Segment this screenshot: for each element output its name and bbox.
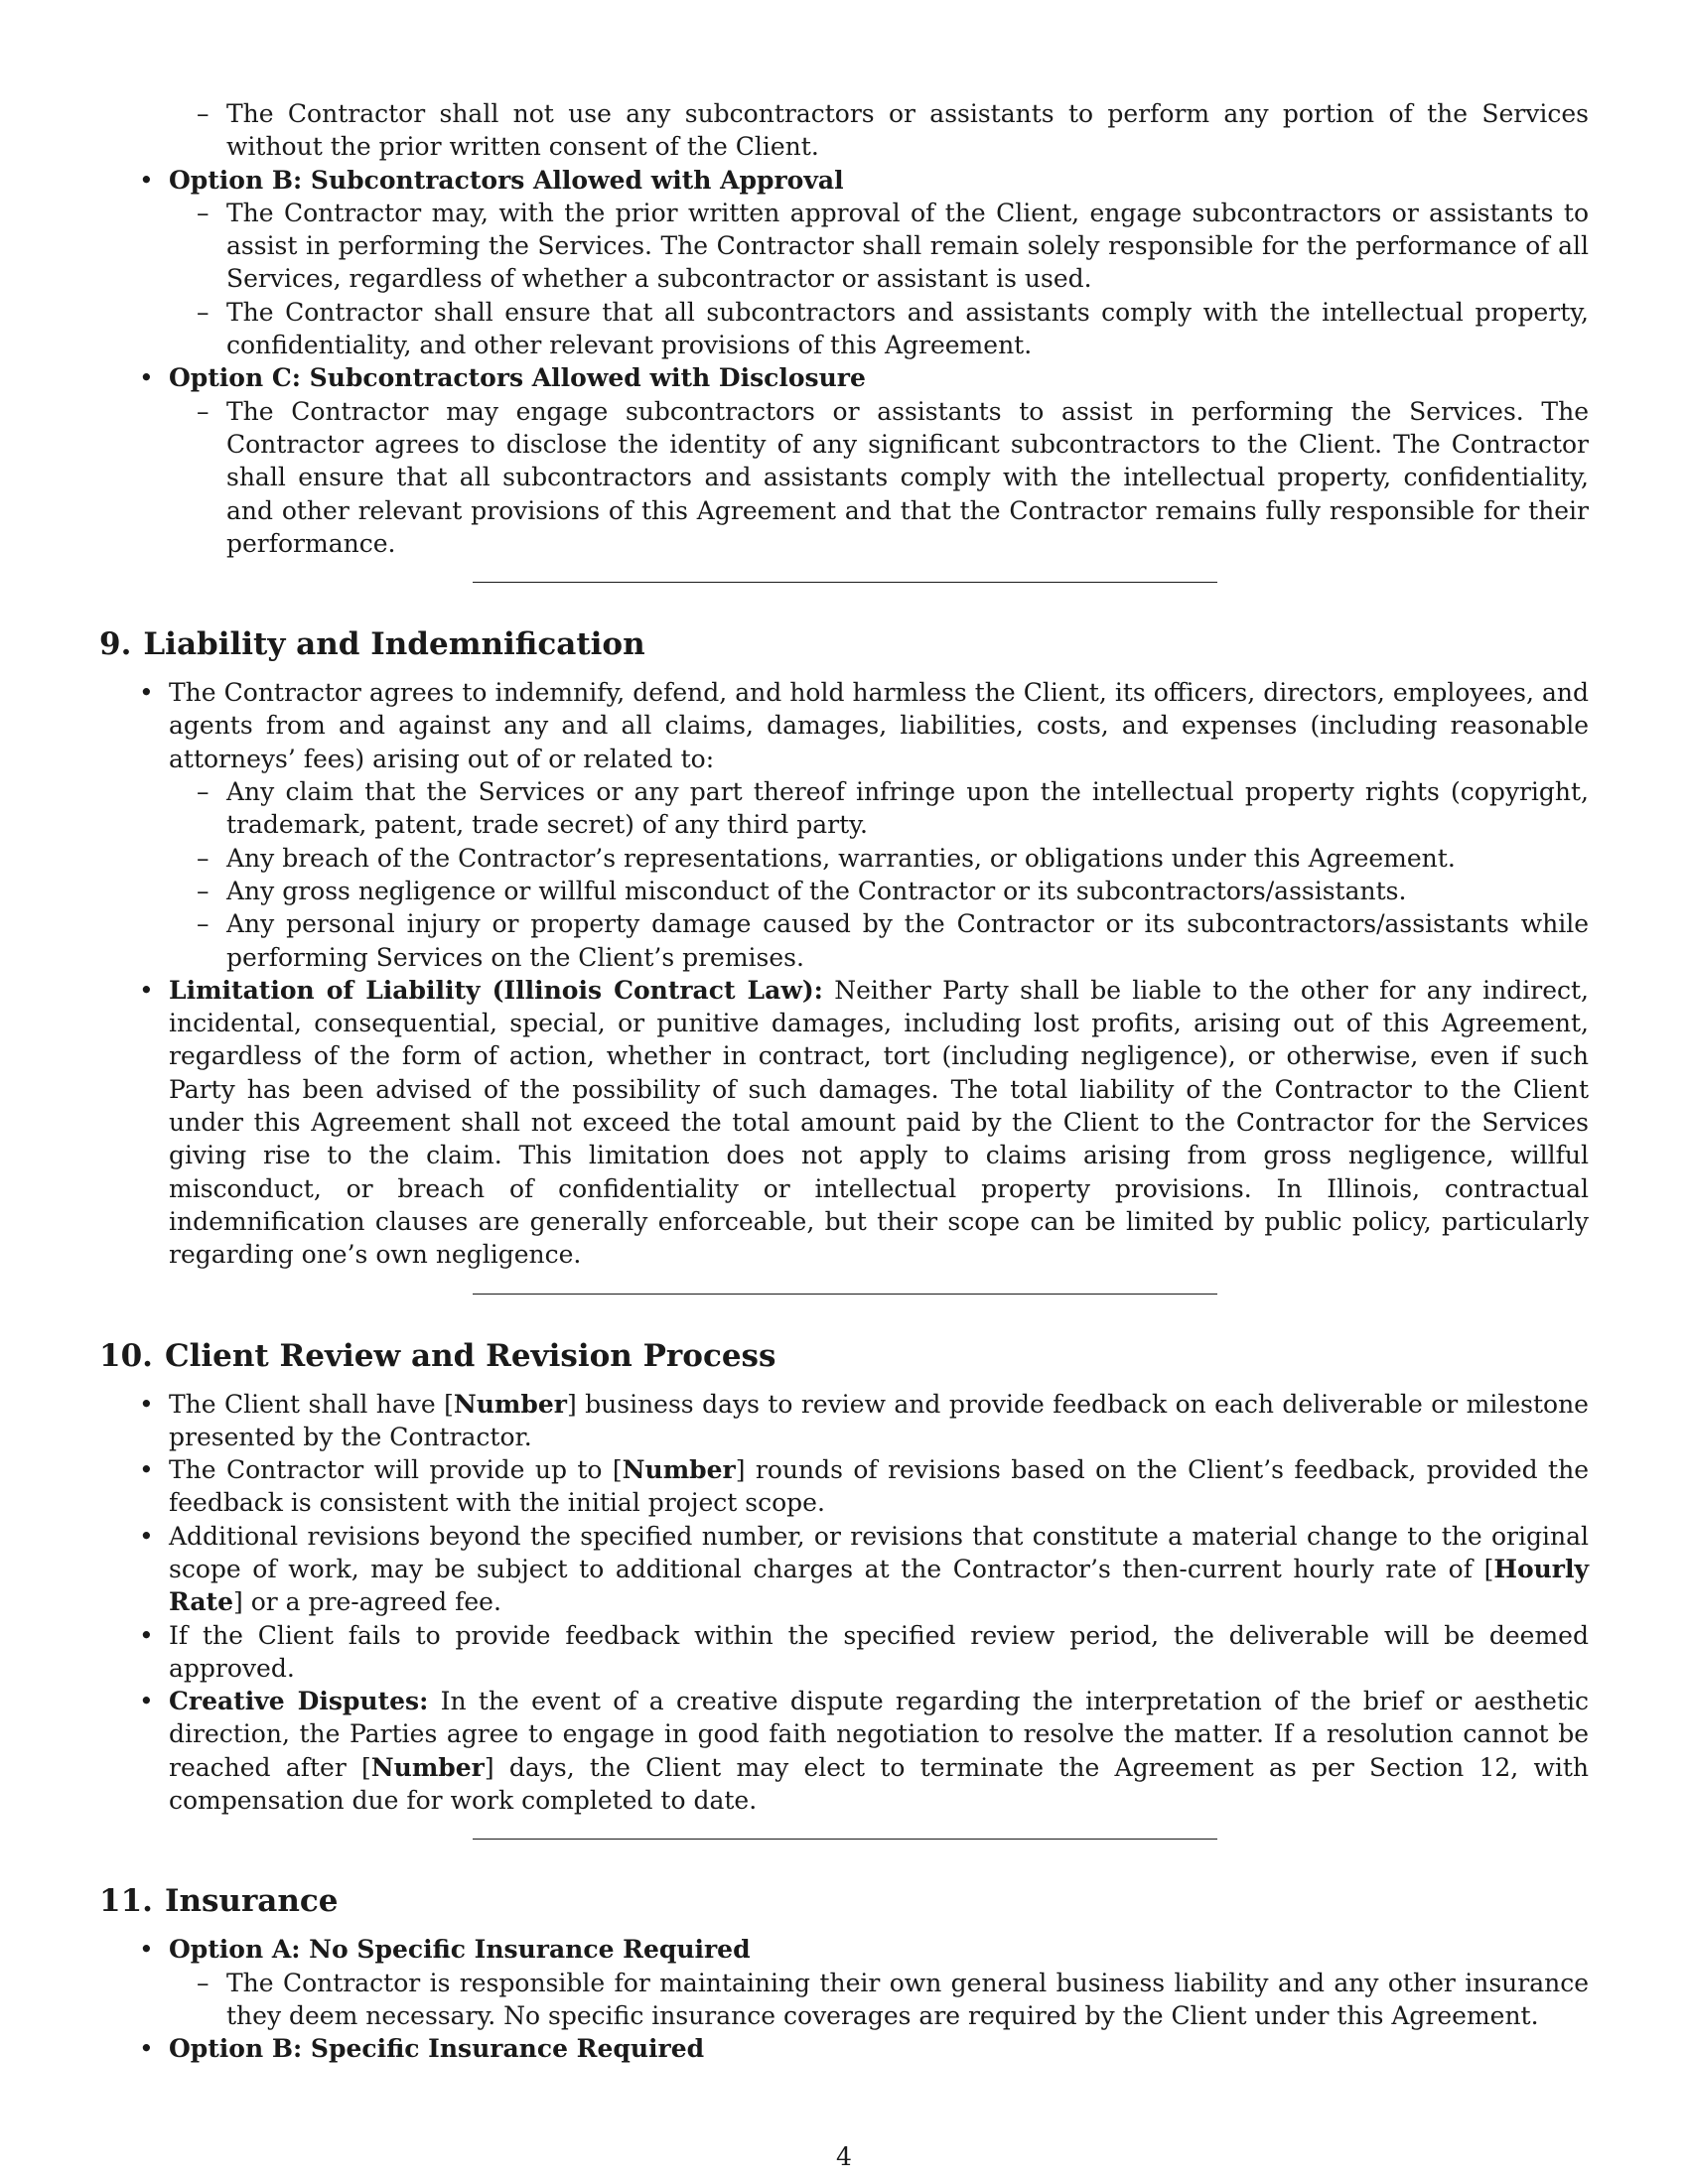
section-heading-9: 9. Liability and Indemnification [99, 626, 645, 663]
section9-subitem-1: – Any claim that the Services or any part thereof infringe upon the intellectual property rights (copyright, trademark, patent, trade secret) of any third party. [99, 775, 1589, 842]
section8-optionB-subitem-2: – The Contractor shall ensure that all subcontractors and assistants comply with the intellectual property, confidentiality, and other relevant provisions of this Agreement. [99, 296, 1589, 362]
section9-subitem-2: – Any breach of the Contractor’s representations, warranties, or obligations under this Agreement. [99, 842, 1589, 875]
page-number: 4 [836, 2142, 852, 2171]
section10-bullet-revision-rounds: • The Contractor will provide up to [Number] rounds of revisions based on the Client’s feedback, provided the feedback is consistent with the initial project scope. [99, 1453, 1589, 1520]
section9-subitem-4: – Any personal injury or property damage caused by the Contractor or its subcontractors/assistants while performing Services on the Client’s premises. [99, 907, 1589, 974]
section8-optionC [99, 361, 1589, 394]
section-heading-11: 11. Insurance [99, 1883, 339, 1920]
section8-optionA-subitem: – The Contractor shall not use any subcontractors or assistants to perform any portion of the Services without the prior written consent of the Client. [99, 97, 1589, 164]
section8-optionB-subitem-1: – The Contractor may, with the prior written approval of the Client, engage subcontractors or assistants to assist in performing the Services. The Contractor shall remain solely responsible for the performance of all Services, regardless of whether a subcontractor or assistant is used. [99, 197, 1589, 296]
section-heading-10: 10. Client Review and Revision Process [99, 1337, 776, 1374]
section-divider [473, 1839, 1217, 1840]
section8-optionB [99, 164, 1589, 197]
option-title: Option B: Subcontractors Allowed with Approval [169, 165, 844, 195]
section9-subitem-3: – Any gross negligence or willful misconduct of the Contractor or its subcontractors/assistants. [99, 875, 1589, 907]
document-page [99, 97, 1589, 2066]
section10-bullet-deemed-approved: • If the Client fails to provide feedback within the specified review period, the deliverable will be deemed approved. [99, 1619, 1589, 1686]
section10-bullet-additional-revisions: • Additional revisions beyond the specified number, or revisions that constitute a material change to the original scope of work, may be subject to additional charges at the Contractor’s then-current hourly rate of [Hourly Rate] or a pre-agreed fee. [99, 1520, 1589, 1619]
section10-bullet-creative-disputes: • Creative Disputes: In the event of a creative dispute regarding the interpretation of the brief or aesthetic direction, the Parties agree to engage in good faith negotiation to resolve the matter. If a resolution cannot be reached after [Number] days, the Client may elect to terminate the Agreement as per Section 12, with compensation due for work completed to date. [99, 1685, 1589, 1817]
section11-optionA: • Option A: No Specific Insurance Required [99, 1933, 1589, 1966]
section9-bullet-limitation: • Limitation of Liability (Illinois Contract Law): Neither Party shall be liable to the other for any indirect, incidental, consequential, special, or punitive damages, including lost profits, arising out of this Agreement, regardless of the form of action, whether in contract, tort (including negligence), or otherwise, even if such Party has been advised of the possibility of such damages. The total liability of the Contractor to the Client under this Agreement shall not exceed the total amount paid by the Client to the Contractor for the Services giving rise to the claim. This limitation does not apply to claims arising from gross negligence, willful misconduct, or breach of confidentiality or intellectual property provisions. In Illinois, contractual indemnification clauses are generally enforceable, but their scope can be limited by public policy, particularly regarding one’s own negligence. [99, 974, 1589, 1272]
section-divider [473, 582, 1217, 583]
section9-bullet-indemnify: • The Contractor agrees to indemnify, defend, and hold harmless the Client, its officers, directors, employees, and agents from and against any and all claims, damages, liabilities, costs, and expenses (including reasonable attorneys’ fees) arising out of or related to: [99, 676, 1589, 775]
section8-optionC-subitem-1: – The Contractor may engage subcontractors or assistants to assist in performing the Services. The Contractor agrees to disclose the identity of any significant subcontractors to the Client. The Contractor shall ensure that all subcontractors and assistants comply with the intellectual property, confidentiality, and other relevant provisions of this Agreement and that the Contractor remains fully responsible for their performance. [99, 395, 1589, 560]
section11-optionA-subitem-1: – The Contractor is responsible for maintaining their own general business liability and any other insurance they deem necessary. No specific insurance coverages are required by the Client under this Agreement. [99, 1967, 1589, 2033]
option-title: Option C: Subcontractors Allowed with Disclosure [169, 363, 866, 393]
section-divider [473, 1294, 1217, 1295]
section11-optionB: • Option B: Specific Insurance Required [99, 2032, 1589, 2065]
section10-bullet-review-days: • The Client shall have [Number] business days to review and provide feedback on each deliverable or milestone presented by the Contractor. [99, 1388, 1589, 1454]
